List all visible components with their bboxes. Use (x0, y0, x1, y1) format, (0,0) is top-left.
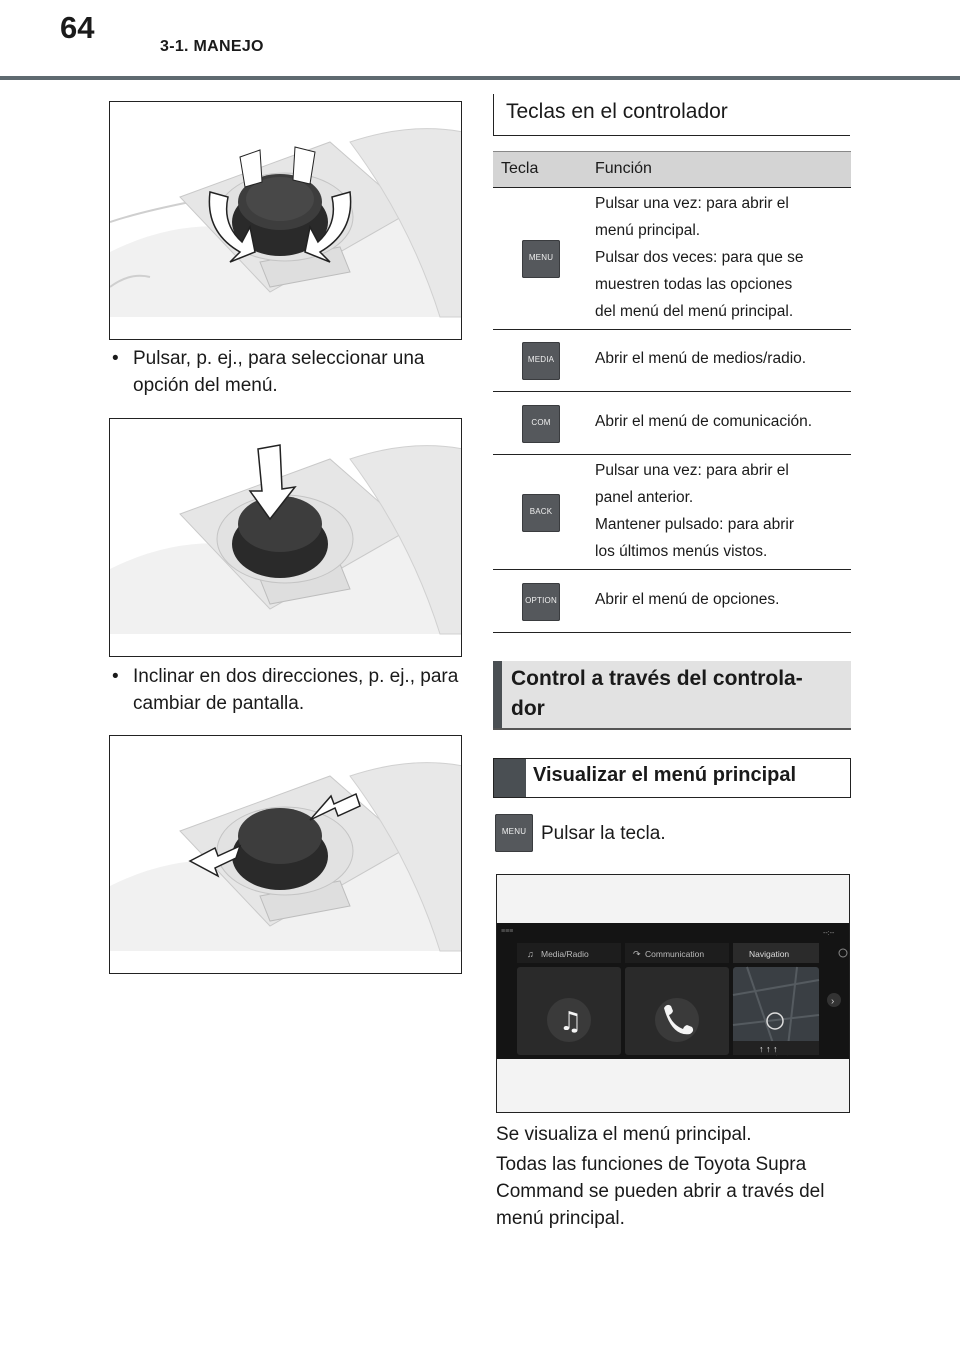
row-function: Pulsar una vez: para abrir el menú principal. Pulsar dos veces: para que se muestren todas las opciones del menú del menú principal. (595, 195, 804, 320)
page-header (0, 0, 960, 82)
heading-text: Visualizar el menú principal (533, 764, 797, 786)
table-title: Teclas en el controlador (506, 100, 728, 123)
header-rule (0, 76, 960, 80)
media-key-icon: MEDIA (522, 342, 560, 380)
heading-control (493, 661, 851, 730)
tab-media-radio: Media/Radio (541, 949, 589, 959)
figure-controller-rotate (109, 101, 462, 340)
figure-controller-press (109, 418, 462, 657)
row-function: Abrir el menú de opciones. (595, 591, 780, 608)
screen-clock: --:-- (823, 930, 835, 937)
keys-table (493, 151, 851, 633)
main-menu-screen (496, 874, 850, 1113)
music-icon: ♫ (559, 1007, 583, 1037)
heading-main-menu (493, 758, 851, 798)
section-title: 3-1. MANEJO (160, 38, 264, 55)
svg-text:↷: ↷ (633, 949, 641, 959)
table-title-box (493, 94, 850, 136)
menu-key-icon: MENU (522, 240, 560, 278)
svg-text:›: › (831, 996, 835, 1007)
bullet-text: Pulsar, p. ej., para seleccionar una opción del menú. (133, 348, 425, 396)
row-function: Abrir el menú de medios/radio. (595, 350, 807, 367)
table-row (493, 570, 851, 633)
back-key-icon: BACK (522, 494, 560, 532)
header-key: Tecla (501, 160, 539, 177)
option-key-icon: OPTION (522, 583, 560, 621)
description-text: Todas las funciones de Toyota Supra Command se pueden abrir a través del menú principal. (496, 1154, 825, 1229)
svg-text:↑ ↑ ↑: ↑ ↑ ↑ (759, 1044, 778, 1054)
bullet-press (112, 345, 462, 399)
step-text: Pulsar la tecla. (541, 823, 666, 844)
table-row (493, 330, 851, 392)
bullet-text: Inclinar en dos direcciones, p. ej., para cambiar de pantalla. (133, 666, 459, 714)
table-header (493, 151, 851, 188)
com-key-icon: COM (522, 405, 560, 443)
table-row (493, 392, 851, 455)
bullet-marker: • (112, 666, 119, 687)
page-number: 64 (60, 10, 95, 45)
heading-bar (493, 661, 502, 728)
heading-line: dor (511, 697, 545, 720)
row-function: Abrir el menú de comunicación. (595, 413, 813, 430)
table-row (493, 455, 851, 570)
figure-controller-tilt (109, 735, 462, 974)
tab-navigation: Navigation (749, 949, 790, 959)
bullet-marker: • (112, 348, 119, 369)
result-text: Se visualiza el menú principal. (496, 1124, 752, 1145)
bullet-tilt (112, 663, 462, 717)
tab-communication: Communication (645, 949, 705, 959)
header-function: Función (595, 160, 652, 177)
heading-line: Control a través del controla- (511, 667, 803, 690)
menu-key-icon: MENU (495, 814, 533, 852)
svg-text:≡≡≡: ≡≡≡ (501, 928, 514, 935)
table-row (493, 188, 851, 330)
svg-text:♫: ♫ (527, 949, 534, 959)
heading-bar (494, 759, 526, 797)
row-function: Pulsar una vez: para abrir el panel anterior. Mantener pulsado: para abrir los últimos menús vistos. (595, 462, 795, 560)
